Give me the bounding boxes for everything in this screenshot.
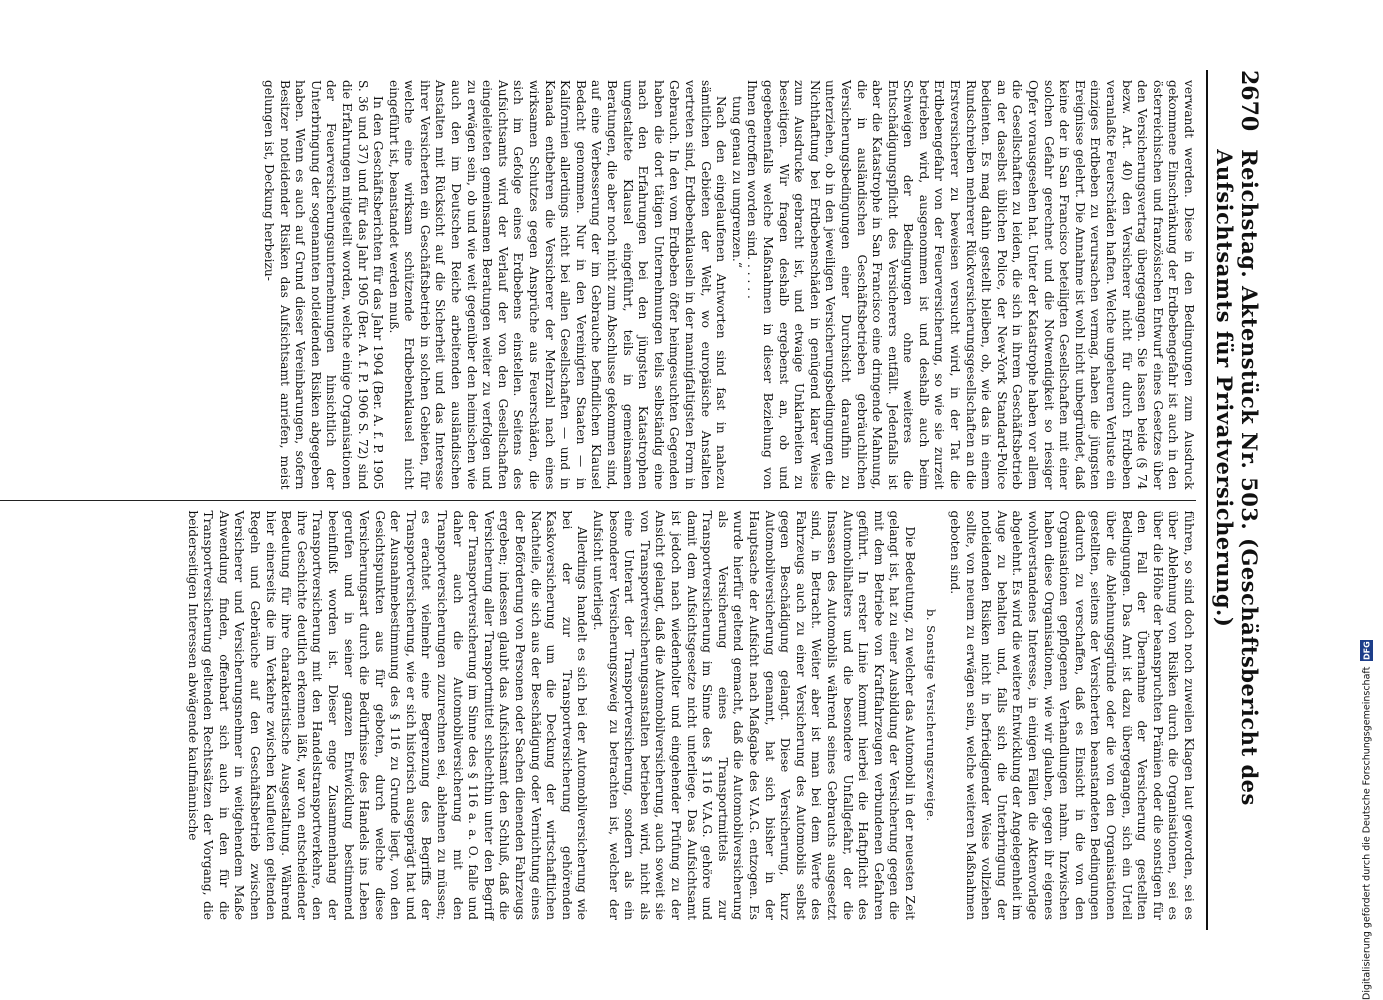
paragraph: verwandt werden. Diese in den Bedingungen zum Ausdruck gekommene Einschränkung der Erdbebengefahr ist auch in den österreichischen und französischen Entwurf eines Gesetzes über den Versicherungsvertrag übergegangen. Sie lassen beide (§ 74 bezw. Art. 40) den Versicherer nicht für durch Erdbeben veranlaßte Feuerschäden haften. Welche ungeheuren Verluste ein einziges Erdbeben zu verursachen vermag, haben die jüngsten Ereignisse gelehrt. Die Annahme ist wohl nicht unbegründet, daß keine der in San Francisco beteiligten Gesellschaften mit einer solchen Gefahr gerechnet und die Notwendigkeit so riesiger Opfer vorausgesehen hat. Unter der Katastrophe haben vor allem die Gesellschaften zu leiden, die sich in ihrem Geschäftsbetrieb an der daselbst üblichen Police, der New-York Standard-Police bedienten. Es mag dahin gestellt bleiben, ob, wie das in einem Rundschreiben mehrerer Rückversicherungsgesellschaften an die Erstversicherer zu beweisen versucht wird, in der Tat die Erdbebengefahr von der Feuerversicherung, so wie sie zurzeit betrieben wird, ausgenommen ist und deshalb auch beim Schweigen der Bedingungen ohne weiteres die Entschädigungspflicht des Versicherers entfällt. Jedenfalls ist aber die Katastrophe in San Francisco eine dringende Mahnung, die in ausländischen Geschäftsbetrieben gebräuchlichen Versicherungsbedingungen einer Durchsicht daraufhin zu unterziehen, ob in den jeweiligen Versicherungsbedingungen die Nichthaftung bei Erdbebenschäden in genügend klarer Weise zum Ausdrucke gebracht ist, und etwaige Unklarheiten zu beseitigen. Wir fragen deshalb ergebenst an, ob und gegebenenfalls welche Maßnahmen in dieser Beziehung von Ihnen getroffen worden sind. . . . . .	[745, 80, 1196, 490]
paragraph: Allerdings handelt es sich bei der Automobilversicherung wie bei der zur Transportversicherung gehörenden Kaskoversicherung um die Deckung der wirtschaftlichen Nachteile, die sich aus der Beschädigung oder Vernichtung eines der Beförderung von Personen oder Sachen dienenden Fahrzeugs ergeben; indessen glaubt das Aufsichtsamt den Schluß, daß die Versicherung aller Transportmittel schlechthin unter den Begriff der Transportversicherung im Sinne des § 116 a. a. O. falle und daher auch die Automobilversicherung mit den Transportversicherungen zuzurechnen sei, ablehnen zu müssen; es erachtet vielmehr eine Begrenzung des Begriffs der Transportversicherung, wie er sich historisch ausgeprägt hat und der Ausnahmebestimmung des § 116 zu Grunde liegt, von den Gesichtspunkten aus für geboten, durch welche diese Versicherungsart durch die Bedürfnisse des Handels ins Leben gerufen und in seiner ganzen Entwicklung bestimmend beeinflußt worden ist. Dieser enge Zusammenhang der Transportversicherung mit den Handelstransportverkehre, den ihre Geschichte deutlich erkennen läßt, war von entscheidender Bedeutung für ihre charakteristische Ausgestaltung. Während hier einerseits die im Verkehre zwischen Kaufleuten geltenden Regeln und Gebräuche auf den Geschäftsbetrieb zwischen Versicherer und Versicherungsnehmer in weitgehendem Maße Anwendung finden, offenbart sich auch in den für die Transportversicherung geltenden Rechtssätzen der Vorgang, die beiderseitigen Interessen abwägende kaufmännische	[185, 510, 590, 920]
text-columns	[0, 70, 1196, 930]
digitization-credit	[1359, 0, 1375, 1000]
paragraph: Die Bedeutung, zu welcher das Automobil in der neuesten Zeit gelangt ist, hat zu einer Ausbildung der Versicherung gegen die mit dem Betriebe von Kraftfahrzeugen verbundenen Gefahren geführt. In erster Linie kommt hierbei die Haftpflicht des Automobilhalters und die besondere Unfallgefahr, der die Insassen des Automobils während seines Gebrauchs ausgesetzt sind, in Betracht. Weiter aber ist man bei dem Werte des Fahrzeugs auch zu einer Versicherung des Automobils selbst gegen Beschädigung gelangt. Diese Versicherung, kurz Automobilversicherung genannt, hat sich bisher in der Hauptsache der Aufsicht nach Maßgabe des V.A.G. entzogen. Es wurde hierfür geltend gemacht, daß die Automobilversicherung als Versicherung eines Transportmittels zur Transportversicherung im Sinne des § 116 V.A.G. gehöre und damit dem Aufsichtsgesetze nicht unterliege. Das Aufsichtsamt ist jedoch nach wiederholter und eingehender Prüfung zu der Ansicht gelangt, daß die Automobilversicherung, auch soweit sie von Transportversicherungsanstalten betrieben wird, nicht als eine Unterart der Transportversicherung, sondern als ein besonderer Versicherungszweig zu betrachten ist, welcher der Aufsicht unterliegt.	[591, 510, 917, 920]
paragraph: Nach den eingelaufenen Antworten sind fast in nahezu sämtlichen Gebieten der Welt, wo europäische Anstalten vertreten sind, Erdbebenklauseln in der mannigfaltigsten Form in Gebrauch. In den vom Erdbeben öfter heimgesuchten Gegenden haben die dort tätigen Unternehmungen teils selbständig eine nach den Erfahrungen bei den jüngsten Katastrophen umgestaltete Klausel eingeführt, teils in gemeinsamen Beratungen, die aber noch nicht zum Abschlusse gekommen sind, auf eine Verbesserung der im Gebrauche befindlichen Klausel Bedacht genommen. Nur in den Vereinigten Staaten — in Kalifornien allerdings nicht bei allen Gesellschaften — und in Kanada entbehren die Versicherer der Mehrzahl nach eines wirksamen Schutzes gegen Ansprüche aus Feuerschäden, die sich im Gefolge eines Erdbebens einstellen. Seitens des Aufsichtsamts wird der Verlauf der von den Gesellschaften eingeleiteten gemeinsamen Beratungen weiter zu verfolgen und zu erwägen sein, ob und wie weit gegenüber den heimischen wie auch den im Deutschen Reiche arbeitenden ausländischen Anstalten mit Rücksicht auf die Sicherheit und das Interesse ihrer Versicherten ein Geschäftsbetrieb in solchen Gebieten, für welche eine wirksam schützende Erdbebenklausel nicht eingeführt ist, beanstandet werden muß.	[386, 80, 729, 490]
page-header	[1206, 70, 1262, 930]
paragraph: tung genau zu umgrenzen.“	[729, 96, 744, 268]
left-column	[0, 70, 1196, 500]
dfg-logo: DFG	[1362, 641, 1372, 660]
page-number: 2670	[1236, 70, 1262, 132]
paragraph: In den Geschäftsberichten für das Jahr 1904 (Ber. A. f. P. 1905 S. 36 und 37) und für das Jahr 1905 (Ber. A. f. P. 1906 S. 72) sind die Erfahrungen mitgeteilt worden, welche einige Organisationen der Feuerversicherungsunternehmungen hinsichtlich der Unterbringung der sogenannten notleidenden Risiken abgegeben haben. Wenn es auch auf Grund dieser Vereinbarungen, sofern Besitzer notleidender Risiken das Aufsichtsamt anriefen, meist gelungen ist, Deckung herbeizu-	[261, 80, 386, 490]
section-subheading: b. Sonstige Versicherungszweige.	[924, 609, 939, 822]
paragraph: führen, so sind doch noch zuweilen Klagen laut geworden, sei es über Ablehnung von Risiken durch die Organisationen, sei es über die Höhe der beanspruchten Prämien oder die sonstigen für den Fall der Übernahme der Versicherung gestellten Bedingungen. Das Amt ist dazu übergegangen, sich ein Urteil über die Ablehnungsgründe oder die von den Organisationen gestellten, seitens der Versicherten beanstandeten Bedingungen dadurch zu verschaffen, daß es Einsicht in die von den Organisationen gepflogenen Verhandlungen nahm. Inzwischen haben diese Organisationen, wie wir glauben, gegen ihr eigenes wohlverstandenes Interesse, in einigen Fällen die Aktenvorlage abgelehnt. Es wird die weitere Entwicklung der Angelegenheit im Auge zu behalten und, falls sich die Unterbringung der notleidenden Risiken nicht in befriedigender Weise vollziehen sollte, von neuem zu erwägen sein, welche weiteren Maßnahmen geboten sind.	[948, 510, 1196, 920]
credit-text: Digitalisierung gefördert durch die Deutsche Forschungsgemeinschaft	[1361, 666, 1373, 1000]
running-head: Reichstag. Aktenstück Nr. 503. (Geschäftsbericht des Aufsichtsamts für Privatversicherung.)	[1212, 149, 1262, 806]
right-column	[0, 500, 1196, 931]
